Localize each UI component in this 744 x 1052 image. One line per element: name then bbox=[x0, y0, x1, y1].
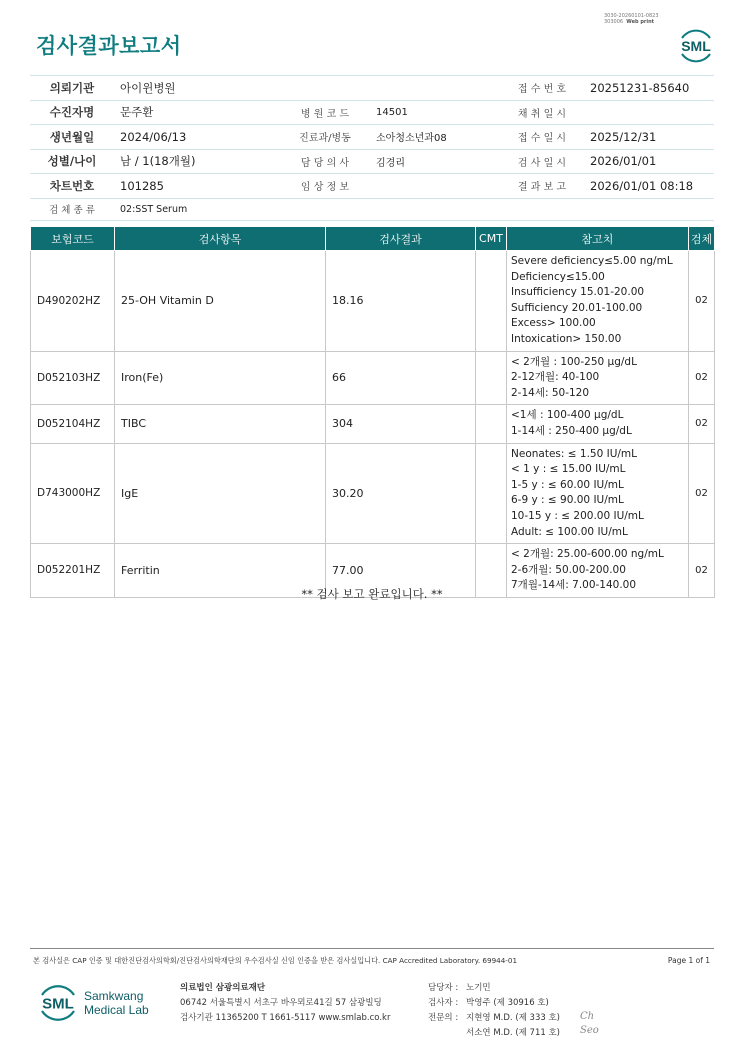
header-test-result: 검사결과 bbox=[326, 227, 476, 251]
info-row bbox=[30, 100, 714, 125]
footer-divider bbox=[30, 948, 714, 949]
specialist-label: 전문의 : bbox=[428, 1013, 459, 1023]
insurance-code-cell: D052103HZ bbox=[31, 351, 115, 405]
reference-line: Sufficiency 20.01-100.00 bbox=[511, 301, 643, 314]
doctor-label: 담 당 의 사 bbox=[280, 149, 370, 174]
reference-line: 6-9 y : ≤ 90.00 IU/mL bbox=[511, 494, 624, 507]
test-result-cell: 66 bbox=[326, 351, 476, 405]
header-test-item: 검사항목 bbox=[115, 227, 326, 251]
test-item-cell: 25-OH Vitamin D bbox=[115, 251, 326, 352]
specialist-value-1: 지현영 M.D. (제 333 호) bbox=[466, 1013, 561, 1023]
hospital-code-value: 14501 bbox=[370, 100, 500, 125]
reference-cell bbox=[507, 251, 689, 352]
collect-date-value bbox=[584, 100, 714, 125]
specimen-label: 검 체 종 류 bbox=[30, 198, 114, 220]
received-no-label: 접 수 번 호 bbox=[500, 76, 584, 101]
result-row bbox=[31, 351, 715, 405]
test-item-cell: Ferritin bbox=[115, 544, 326, 598]
sml-logo bbox=[676, 26, 716, 70]
test-result-cell: 304 bbox=[326, 405, 476, 443]
test-item-cell: TIBC bbox=[115, 405, 326, 443]
org-address: 06742 서울특별시 서초구 바우뫼로41길 57 삼광빌딩 bbox=[180, 998, 382, 1008]
report-date-label: 결 과 보 고 bbox=[500, 174, 584, 199]
patient-value: 문주환 bbox=[114, 100, 280, 125]
page-number: Page 1 of 1 bbox=[667, 956, 710, 965]
specimen-cell: 02 bbox=[689, 544, 715, 598]
clinical-label: 임 상 정 보 bbox=[280, 174, 370, 199]
tester-value: 박영주 (제 30916 호) bbox=[466, 998, 549, 1008]
reference-line: 10-15 y : ≤ 200.00 IU/mL bbox=[511, 509, 644, 522]
reference-line: 2-6개월: 50.00-200.00 bbox=[511, 563, 626, 576]
reference-line: Insufficiency 15.01-20.00 bbox=[511, 286, 645, 299]
insurance-code-cell: D052201HZ bbox=[31, 544, 115, 598]
specialist-value-2: 서소연 M.D. (제 711 호) bbox=[466, 1028, 561, 1038]
results-table bbox=[30, 226, 715, 598]
info-row bbox=[30, 76, 714, 101]
org-name: 의료법인 삼광의료재단 bbox=[180, 983, 266, 993]
staff-info bbox=[428, 981, 560, 1041]
reference-line: Deficiency≤15.00 bbox=[511, 270, 605, 283]
header-specimen: 검체 bbox=[689, 227, 715, 251]
insurance-code-cell: D743000HZ bbox=[31, 443, 115, 544]
reference-line: < 1 y : ≤ 15.00 IU/mL bbox=[511, 463, 626, 476]
client-label: 의뢰기관 bbox=[30, 76, 114, 101]
specimen-cell: 02 bbox=[689, 251, 715, 352]
insurance-code-cell: D490202HZ bbox=[31, 251, 115, 352]
client-value: 아이윈병원 bbox=[114, 76, 500, 101]
signature-1: Ch bbox=[580, 1011, 595, 1022]
info-row bbox=[30, 198, 714, 220]
patient-label: 수진자명 bbox=[30, 100, 114, 125]
clinical-value bbox=[370, 174, 500, 199]
reference-cell bbox=[507, 351, 689, 405]
cmt-cell bbox=[476, 251, 507, 352]
sml-footer-logo bbox=[36, 981, 80, 1029]
dob-label: 생년월일 bbox=[30, 125, 114, 150]
brand-name bbox=[84, 989, 149, 1017]
brand-line-2: Medical Lab bbox=[84, 1003, 149, 1017]
manager-value: 노기민 bbox=[466, 983, 491, 993]
chart-value: 101285 bbox=[114, 174, 280, 199]
info-row bbox=[30, 174, 714, 199]
reference-line: <1세 : 100-400 μg/dL bbox=[511, 409, 624, 422]
sex-age-label: 성별/나이 bbox=[30, 149, 114, 174]
specimen-cell: 02 bbox=[689, 351, 715, 405]
patient-info-table bbox=[30, 75, 714, 221]
reference-line: Adult: ≤ 100.00 IU/mL bbox=[511, 525, 628, 538]
reference-line: 2-14세: 50-120 bbox=[511, 386, 590, 399]
result-row bbox=[31, 443, 715, 544]
reference-line: < 2개월 : 100-250 μg/dL bbox=[511, 355, 637, 368]
signature-2: Seo bbox=[580, 1025, 599, 1036]
info-row bbox=[30, 149, 714, 174]
footer-logo-text: SML bbox=[42, 995, 74, 1013]
reference-line: Severe deficiency≤5.00 ng/mL bbox=[511, 255, 673, 267]
test-item-cell: IgE bbox=[115, 443, 326, 544]
print-id-line-1: 3030-20260101-0823 bbox=[604, 13, 659, 19]
cmt-cell bbox=[476, 351, 507, 405]
test-result-cell: 18.16 bbox=[326, 251, 476, 352]
report-date-value: 2026/01/01 08:18 bbox=[584, 174, 714, 199]
accreditation-note: 본 검사실은 CAP 인증 및 대한진단검사의학회/진단검사의학재단의 우수검사실 신임 인증을 받은 검사실입니다. CAP Accredited Laboratory. 69944-01 bbox=[33, 956, 518, 965]
cmt-cell bbox=[476, 405, 507, 443]
print-label: Web print bbox=[626, 19, 655, 25]
specimen-cell: 02 bbox=[689, 443, 715, 544]
print-id-line-2: 303006 bbox=[604, 19, 624, 25]
logo-text: SML bbox=[681, 38, 711, 54]
org-contact: 검사기관 11365200 T 1661-5117 www.smlab.co.kr bbox=[180, 1013, 391, 1023]
reference-line: 7개월-14세: 7.00-140.00 bbox=[511, 579, 637, 592]
specimen-value: 02:SST Serum bbox=[114, 198, 714, 220]
organization-info bbox=[180, 981, 390, 1026]
report-complete-message: ** 검사 보고 완료입니다. ** bbox=[301, 587, 443, 601]
reference-line: Intoxication> 150.00 bbox=[511, 332, 622, 345]
dept-label: 진료과/병동 bbox=[280, 125, 370, 150]
receive-date-label: 접 수 일 시 bbox=[500, 125, 584, 150]
sex-age-value: 남 / 1(18개월) bbox=[114, 149, 280, 174]
test-result-cell: 30.20 bbox=[326, 443, 476, 544]
header-cmt: CMT bbox=[476, 227, 507, 251]
signature bbox=[580, 1010, 599, 1038]
doctor-value: 김경리 bbox=[370, 149, 500, 174]
brand-line-1: Samkwang bbox=[84, 989, 144, 1003]
reference-line: 2-12개월: 40-100 bbox=[511, 371, 600, 384]
collect-date-label: 채 취 일 시 bbox=[500, 100, 584, 125]
dob-value: 2024/06/13 bbox=[114, 125, 280, 150]
tester-label: 검사자 : bbox=[428, 998, 459, 1008]
insurance-code-cell: D052104HZ bbox=[31, 405, 115, 443]
reference-line: Excess> 100.00 bbox=[511, 317, 596, 330]
received-no-value: 20251231-85640 bbox=[584, 76, 714, 101]
print-id bbox=[604, 13, 659, 25]
reference-line: < 2개월: 25.00-600.00 ng/mL bbox=[511, 548, 664, 561]
dept-value: 소아청소년과08 bbox=[370, 125, 500, 150]
test-result-cell: 77.00 bbox=[326, 544, 476, 598]
reference-line: 1-5 y : ≤ 60.00 IU/mL bbox=[511, 478, 624, 491]
test-date-label: 검 사 일 시 bbox=[500, 149, 584, 174]
hospital-code-label: 병 원 코 드 bbox=[280, 100, 370, 125]
cmt-cell bbox=[476, 443, 507, 544]
manager-label: 담당자 : bbox=[428, 983, 459, 993]
reference-cell bbox=[507, 405, 689, 443]
receive-date-value: 2025/12/31 bbox=[584, 125, 714, 150]
report-title: 검사결과보고서 bbox=[36, 34, 182, 58]
reference-line: Neonates: ≤ 1.50 IU/mL bbox=[511, 447, 637, 460]
results-header-row bbox=[31, 227, 715, 251]
test-date-value: 2026/01/01 bbox=[584, 149, 714, 174]
specimen-cell: 02 bbox=[689, 405, 715, 443]
reference-cell bbox=[507, 443, 689, 544]
reference-line: 1-14세 : 250-400 μg/dL bbox=[511, 424, 632, 437]
chart-label: 차트번호 bbox=[30, 174, 114, 199]
test-item-cell: Iron(Fe) bbox=[115, 351, 326, 405]
header-reference: 참고치 bbox=[507, 227, 689, 251]
result-row bbox=[31, 251, 715, 352]
header-insurance-code: 보험코드 bbox=[31, 227, 115, 251]
info-row bbox=[30, 125, 714, 150]
result-row bbox=[31, 405, 715, 443]
